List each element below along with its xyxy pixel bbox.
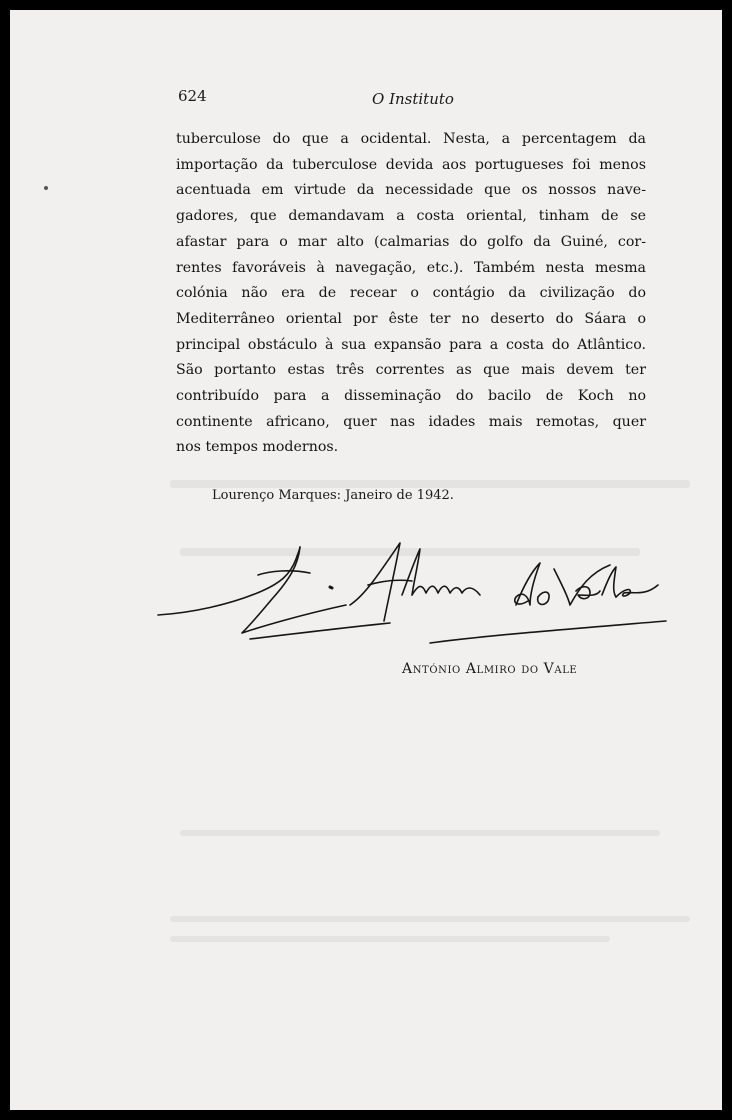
body-paragraph — [176, 127, 646, 461]
journal-title: O Instituto — [372, 90, 454, 108]
bleed-through-shadow — [180, 830, 660, 836]
stray-ink-mark — [44, 186, 48, 190]
body-line: Mediterrâneo oriental por êste ter no deserto do Sáara o — [176, 310, 646, 327]
bleed-through-shadow — [170, 916, 690, 922]
author-name: António Almiro do Vale — [402, 661, 578, 677]
body-line: contribuído para a disseminação do bacilo de Koch no — [176, 388, 646, 405]
bleed-through-shadow — [170, 480, 690, 488]
body-line: acentuada em virtude da necessidade que os nossos nave- — [176, 182, 646, 199]
document-page — [10, 10, 722, 1110]
body-line: nos tempos modernos. — [176, 439, 339, 456]
body-line: importação da tuberculose devida aos portugueses foi menos — [176, 156, 646, 173]
page-number: 624 — [178, 87, 207, 105]
body-line: continente africano, quer nas idades mais remotas, quer — [176, 413, 646, 430]
running-head — [10, 87, 722, 111]
body-line: afastar para o mar alto (calmarias do golfo da Guiné, cor- — [176, 233, 646, 250]
body-line: rentes favoráveis à navegação, etc.). Também nesta mesma — [176, 259, 646, 276]
body-line: São portanto estas três correntes as que mais devem ter — [176, 362, 646, 379]
body-line: principal obstáculo à sua expansão para a costa do Atlântico. — [176, 336, 646, 353]
dateline: Lourenço Marques: Janeiro de 1942. — [212, 488, 454, 503]
body-line: colónia não era de recear o contágio da civilização do — [176, 285, 646, 302]
bleed-through-shadow — [170, 936, 610, 942]
handwritten-signature — [150, 535, 670, 645]
body-line: gadores, que demandavam a costa oriental, tinham de se — [176, 208, 646, 225]
body-line: tuberculose do que a ocidental. Nesta, a percentagem da — [176, 131, 646, 147]
